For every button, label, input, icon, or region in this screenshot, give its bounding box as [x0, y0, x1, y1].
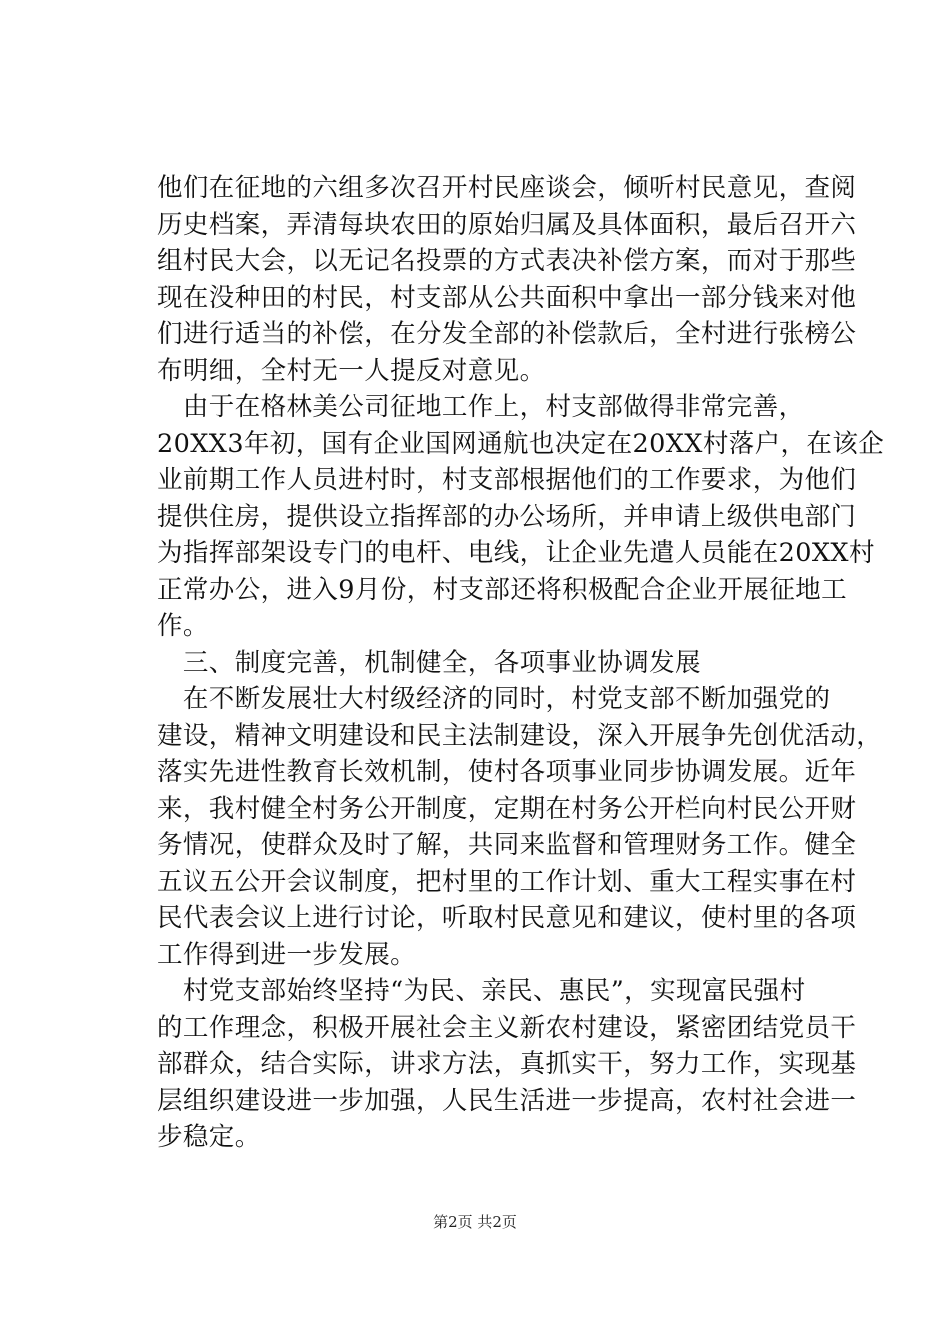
text-line-07: 由于在格林美公司征地工作上，村支部做得非常完善，	[157, 392, 805, 422]
section-heading: 三、制度完善，机制健全，各项事业协调发展	[157, 647, 701, 678]
text-line-23: 村党支部始终坚持“为民、亲民、惠民”，实现富民强村	[157, 976, 806, 1006]
text-line-05: 们进行适当的补偿，在分发全部的补偿款后，全村进行张榜公	[157, 319, 857, 349]
text-line-19: 务情况，使群众及时了解，共同来监督和管理财务工作。健全	[157, 830, 857, 860]
text-line-26: 层组织建设进一步加强，人民生活进一步提高，农村社会进一	[157, 1085, 857, 1116]
text-line-15: 在不断发展壮大村级经济的同时，村党支部不断加强党的	[157, 684, 831, 714]
document-body	[157, 170, 885, 1156]
text-line-01: 他们在征地的六组多次召开村民座谈会，倾听村民意见，查阅	[157, 173, 857, 203]
text-line-20: 五议五公开会议制度，把村里的工作计划、重大工程实事在村	[157, 866, 857, 897]
text-line-09: 业前期工作人员进村时，村支部根据他们的工作要求，为他们	[157, 465, 857, 495]
page-footer: 第2页 共2页	[433, 1213, 517, 1231]
text-line-22: 工作得到进一步发展。	[157, 939, 417, 970]
text-line-13: 作。	[157, 611, 209, 641]
text-line-11: 为指挥部架设专门的电杆、电线，让企业先遣人员能在20XX村	[157, 538, 875, 568]
text-line-17: 落实先进性教育长效机制，使村各项事业同步协调发展。近年	[157, 757, 857, 787]
text-line-02: 历史档案，弄清每块农田的原始归属及具体面积，最后召开六	[157, 209, 857, 240]
text-line-24: 的工作理念，积极开展社会主义新农村建设，紧密团结党员干	[157, 1012, 857, 1043]
text-line-12: 正常办公，进入9月份，村支部还将积极配合企业开展征地工	[157, 574, 848, 605]
text-line-18: 来，我村健全村务公开制度，定期在村务公开栏向村民公开财	[157, 793, 857, 824]
text-line-08: 20XX3年初，国有企业国网通航也决定在20XX村落户，在该企	[157, 428, 885, 459]
text-line-10: 提供住房，提供设立指挥部的办公场所，并申请上级供电部门	[157, 501, 857, 532]
text-line-03: 组村民大会，以无记名投票的方式表决补偿方案，而对于那些	[157, 246, 857, 276]
text-line-16: 建设，精神文明建设和民主法制建设，深入开展争先创优活动，	[157, 720, 883, 751]
text-line-25: 部群众，结合实际，讲求方法，真抓实干，努力工作，实现基	[157, 1049, 857, 1079]
text-line-27: 步稳定。	[157, 1122, 261, 1152]
text-line-21: 民代表会议上进行讨论，听取村民意见和建议，使村里的各项	[157, 903, 857, 933]
text-line-06: 布明细，全村无一人提反对意见。	[157, 355, 546, 386]
text-line-04: 现在没种田的村民，村支部从公共面积中拿出一部分钱来对他	[157, 282, 857, 313]
